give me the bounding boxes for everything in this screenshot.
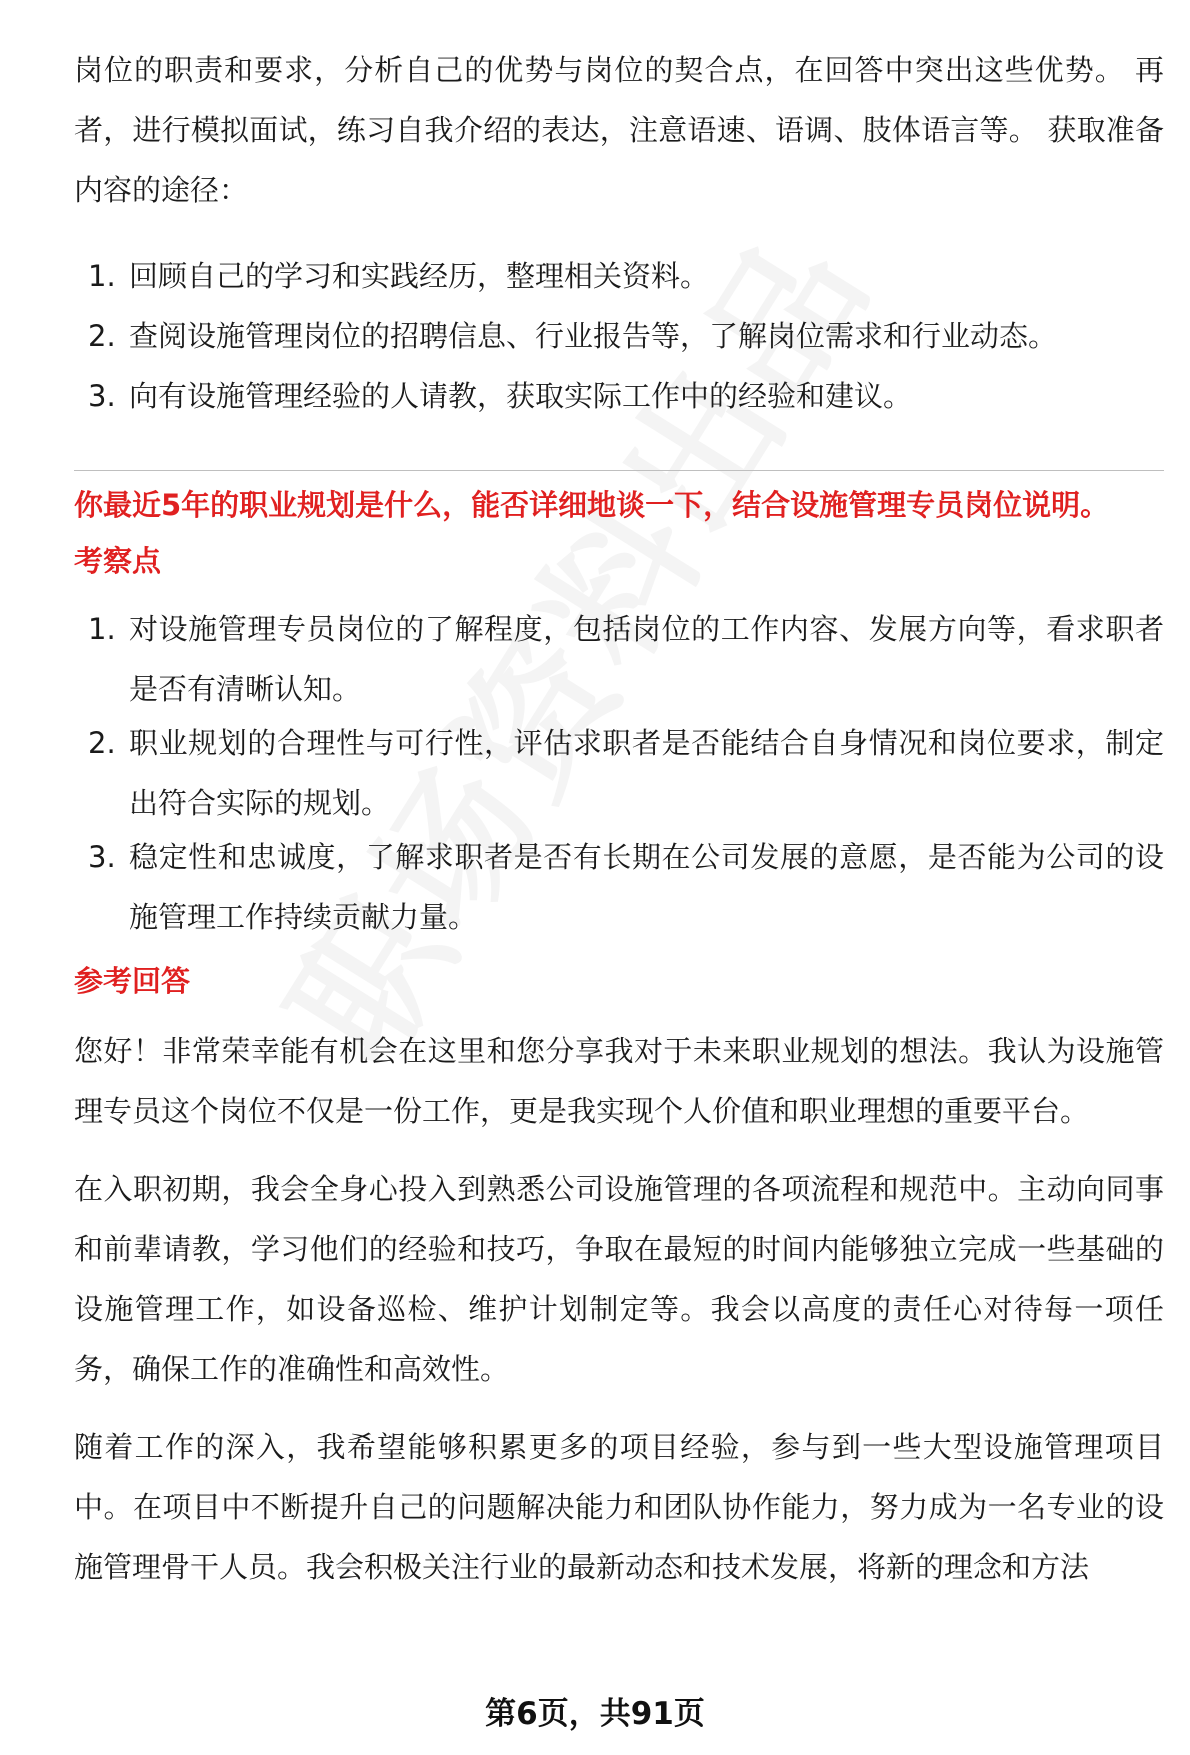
page-number: 第6页，共91页 — [485, 1696, 705, 1732]
answer-paragraph: 在入职初期，我会全身心投入到熟悉公司设施管理的各项流程和规范中。主动向同事和前辈请教，学习他们的经验和技巧，争取在最短的时间内能够独立完成一些基础的设施管理工作，如设备巡检、维护计划制定等。我会以高度的责任心对待每一项任务，确保工作的准确性和高效性。 — [74, 1172, 1164, 1386]
section-divider — [74, 470, 1164, 471]
list-item: 3. 稳定性和忠诚度，了解求职者是否有长期在公司发展的意愿，是否能为公司的设施管理工作持续贡献力量。 — [88, 840, 1164, 934]
document-body — [74, 40, 1164, 1597]
answer-paragraph: 您好！非常荣幸能有机会在这里和您分享我对于未来职业规划的想法。我认为设施管理专员这个岗位不仅是一份工作，更是我实现个人价值和职业理想的重要平台。 — [74, 1034, 1164, 1128]
answer-paragraph: 随着工作的深入，我希望能够积累更多的项目经验，参与到一些大型设施管理项目中。在项目中不断提升自己的问题解决能力和团队协作能力，努力成为一名专业的设施管理骨干人员。我会积极关注行业的最新动态和技术发展，将新的理念和方法 — [74, 1430, 1164, 1584]
list-item: 1. 回顾自己的学习和实践经历，整理相关资料。 — [88, 259, 710, 293]
question-heading: 你最近5年的职业规划是什么，能否详细地谈一下，结合设施管理专员岗位说明。 — [74, 488, 1110, 522]
list-item: 2. 查阅设施管理岗位的招聘信息、行业报告等，了解岗位需求和行业动态。 — [88, 319, 1058, 353]
prep-list — [74, 246, 1164, 426]
list-item: 1. 对设施管理专员岗位的了解程度，包括岗位的工作内容、发展方向等，看求职者是否有清晰认知。 — [88, 612, 1164, 706]
answer-heading: 参考回答 — [74, 964, 191, 998]
exam-points-list — [74, 599, 1164, 947]
list-item: 2. 职业规划的合理性与可行性，评估求职者是否能结合自身情况和岗位要求，制定出符合实际的规划。 — [88, 726, 1164, 820]
list-item: 3. 向有设施管理经验的人请教，获取实际工作中的经验和建议。 — [88, 379, 913, 413]
exam-points-heading: 考察点 — [74, 544, 162, 578]
intro-paragraph: 岗位的职责和要求，分析自己的优势与岗位的契合点，在回答中突出这些优势。 再者，进行模拟面试，练习自我介绍的表达，注意语速、语调、肢体语言等。 获取准备内容的途径： — [74, 53, 1164, 207]
